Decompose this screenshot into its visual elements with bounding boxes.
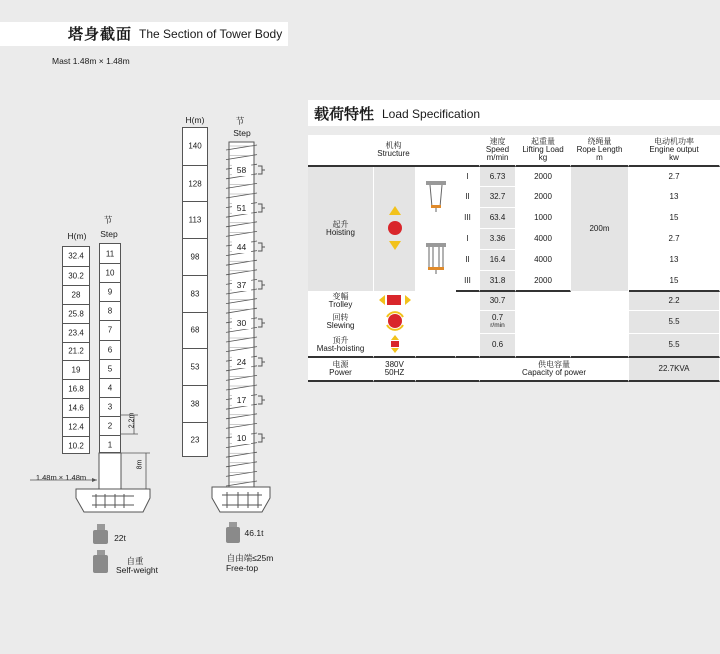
right-h-cell: 140 <box>188 141 202 151</box>
right-step-label: 24 <box>232 356 251 368</box>
left-h-cell: 32.4 <box>68 251 84 261</box>
self-weight-cn: 自重 <box>126 556 144 566</box>
load-cell: 2000 <box>516 271 571 292</box>
power-label: 电源 Power <box>308 358 374 382</box>
right-h-cell: 83 <box>183 275 207 312</box>
trolley-power: 2.2 <box>629 292 720 311</box>
load-spec-table <box>308 135 720 382</box>
speed-cell: 31.8 <box>480 271 516 292</box>
power-cell: 2.7 <box>629 229 720 250</box>
power-cell: 13 <box>629 250 720 271</box>
left-s-cell: 7 <box>100 320 120 339</box>
head-speed: 速度 Speed m/min <box>480 135 516 167</box>
step-bracket <box>257 202 265 216</box>
hook-icon-1 <box>416 167 456 229</box>
left-h-cell: 23.4 <box>63 323 89 342</box>
gear-cell: III <box>456 208 480 229</box>
left-s-cell: 6 <box>100 340 120 359</box>
head-load: 起重量 Lifting Load kg <box>516 135 571 167</box>
slewing-speed: 0.7 r/min <box>480 311 516 334</box>
left-s-cell: 9 <box>100 282 120 301</box>
left-s-cell: 8 <box>100 301 120 320</box>
left-step-header-cn: 节 <box>103 215 113 225</box>
gear-cell: III <box>456 271 480 292</box>
head-power: 电动机功率 Engine output kw <box>629 135 720 167</box>
left-s-cell: 1 <box>100 435 120 454</box>
right-h-cell: 98 <box>183 238 207 275</box>
step-bracket <box>257 394 265 408</box>
speed-cell: 63.4 <box>480 208 516 229</box>
speed-cell: 32.7 <box>480 187 516 208</box>
mast-hoisting-label: 顶升 Mast-hoisting <box>308 334 374 358</box>
dim-8m: 8m <box>136 459 144 470</box>
right-step-header-en: Step <box>233 128 251 138</box>
trolley-speed: 30.7 <box>480 292 516 311</box>
load-cell: 1000 <box>516 208 571 229</box>
hook-icon-2 <box>416 229 456 292</box>
left-step-header-en: Step <box>100 229 118 239</box>
left-h-header: H(m) <box>67 231 87 241</box>
right-h-cell: 23 <box>183 422 207 459</box>
left-h-cell: 14.6 <box>63 398 89 417</box>
hoisting-label: 起升 Hoisting <box>308 167 374 292</box>
spec-title-cn: 载荷特性 <box>314 106 375 123</box>
left-s-cell: 4 <box>100 378 120 397</box>
left-s-cell: 2 <box>100 416 120 435</box>
spec-title-en: Load Specification <box>382 107 481 121</box>
trolley-label: 变幅 Trolley <box>308 292 374 311</box>
right-h-header: H(m) <box>185 115 205 125</box>
step-bracket <box>257 356 265 370</box>
left-s-cell: 3 <box>100 397 120 416</box>
right-step-label: 37 <box>232 279 251 291</box>
speed-cell: 16.4 <box>480 250 516 271</box>
gear-cell: II <box>456 250 480 271</box>
left-weight: 22t <box>114 533 126 543</box>
left-h-cell: 21.2 <box>63 342 89 361</box>
power-cell: 13 <box>629 187 720 208</box>
right-step-label: 44 <box>232 241 251 253</box>
section-title-cn: 塔身截面 <box>68 26 133 43</box>
dim-2-2m: 2.2m <box>128 412 136 429</box>
power-cell: 15 <box>629 208 720 229</box>
right-step-header-cn: 节 <box>235 116 245 126</box>
left-h-cell: 10.2 <box>63 436 89 455</box>
slewing-label: 回转 Slewing <box>308 311 374 334</box>
right-step-label: 58 <box>232 164 251 176</box>
gear-cell: I <box>456 167 480 187</box>
capacity-value: 22.7KVA <box>629 358 720 382</box>
power-cell: 15 <box>629 271 720 292</box>
free-top-cn: 自由端≤25m <box>226 553 274 563</box>
left-h-cell: 28 <box>63 285 89 304</box>
step-bracket <box>257 164 265 178</box>
gear-cell: I <box>456 229 480 250</box>
step-bracket <box>257 432 265 446</box>
section-title-en: The Section of Tower Body <box>139 27 283 41</box>
load-cell: 4000 <box>516 250 571 271</box>
right-weight: 46.1t <box>244 528 264 538</box>
step-bracket <box>257 279 265 293</box>
right-h-cell: 128 <box>183 165 207 202</box>
right-step-label: 17 <box>232 394 251 406</box>
right-h-cell: 53 <box>183 348 207 385</box>
left-h-cell: 25.8 <box>63 304 89 323</box>
power-cell: 2.7 <box>629 167 720 187</box>
left-h-cell: 16.8 <box>63 379 89 398</box>
slewing-power: 5.5 <box>629 311 720 334</box>
load-cell: 2000 <box>516 167 571 187</box>
left-s-cell: 10 <box>100 263 120 282</box>
capacity-label: 供电容量 Capacity of power <box>480 358 629 382</box>
mast-speed: 0.6 <box>480 334 516 358</box>
free-top-en: Free-top <box>225 563 259 573</box>
head-rope: 绕绳量 Rope Length m <box>571 135 629 167</box>
base-size-label: 1.48m × 1.48m <box>35 473 87 482</box>
right-h-cell: 38 <box>183 385 207 422</box>
load-cell: 2000 <box>516 187 571 208</box>
step-bracket <box>257 241 265 255</box>
left-h-cell: 19 <box>63 360 89 379</box>
self-weight-en: Self-weight <box>115 565 159 575</box>
speed-cell: 3.36 <box>480 229 516 250</box>
left-h-cell: 30.2 <box>63 266 89 285</box>
right-h-cell: 68 <box>183 312 207 349</box>
right-step-label: 30 <box>232 317 251 329</box>
voltage-cell: 380V 50HZ <box>374 358 416 382</box>
mast-hoisting-icon <box>374 334 416 358</box>
mast-size-label: Mast 1.48m × 1.48m <box>52 56 130 66</box>
slewing-icon <box>374 311 416 334</box>
rope-length-cell: 200m <box>571 167 629 292</box>
step-bracket <box>257 317 265 331</box>
speed-cell: 6.73 <box>480 167 516 187</box>
right-step-label: 51 <box>232 202 251 214</box>
left-h-cell: 12.4 <box>63 417 89 436</box>
right-step-label: 10 <box>232 432 251 444</box>
mast-power: 5.5 <box>629 334 720 358</box>
left-s-cell: 11 <box>105 249 115 259</box>
right-h-cell: 113 <box>183 201 207 238</box>
head-structure: 机构 Structure <box>308 135 480 167</box>
load-cell: 4000 <box>516 229 571 250</box>
hoisting-icon <box>374 167 416 292</box>
left-s-cell: 5 <box>100 359 120 378</box>
trolley-icon <box>374 292 416 311</box>
gear-cell: II <box>456 187 480 208</box>
